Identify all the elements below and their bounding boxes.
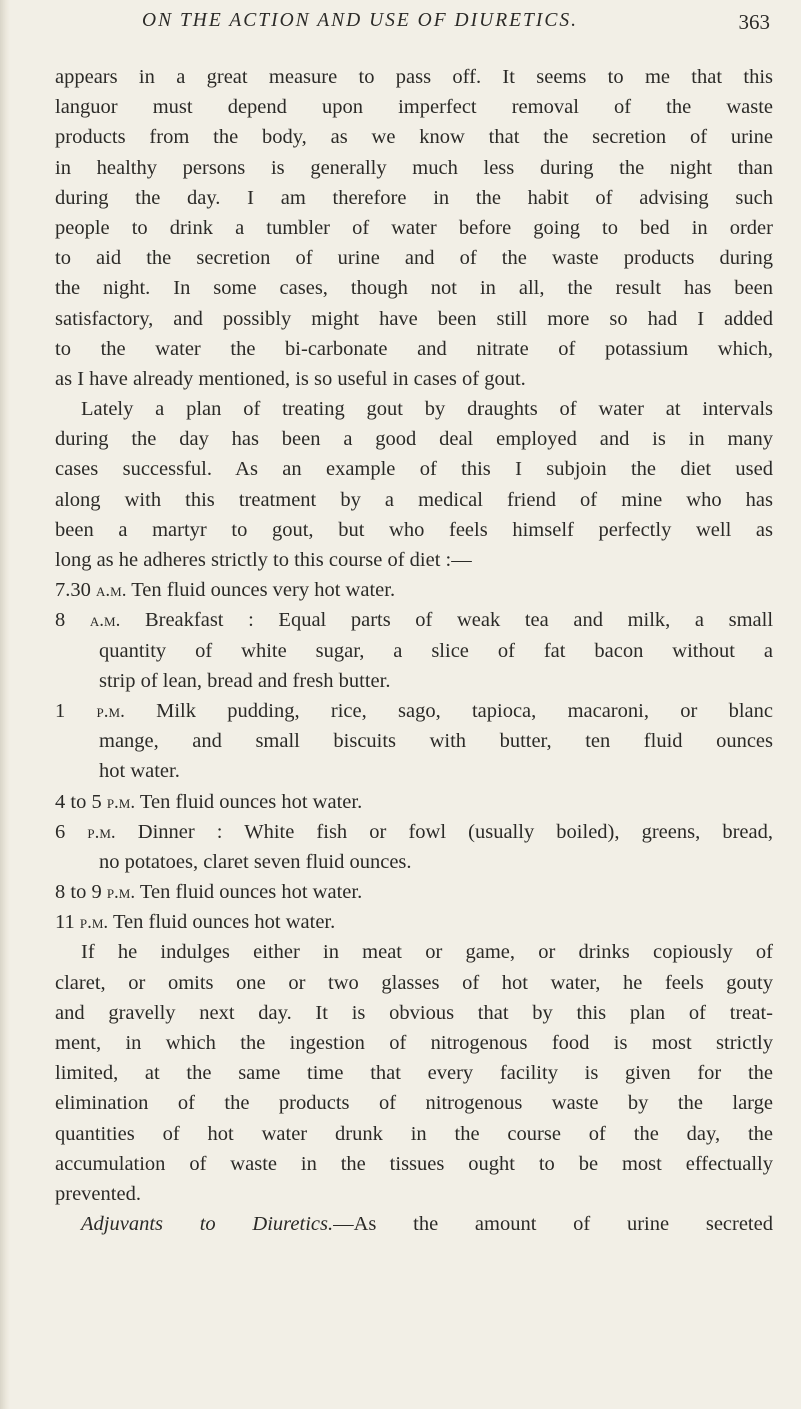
text-line: and gravelly next day. It is obvious that by this plan of treat- (55, 1001, 773, 1024)
diet-entry (55, 817, 773, 877)
diet-time-unit: p.m. (106, 791, 136, 813)
paragraph-3 (55, 937, 773, 1209)
text-line: elimination of the products of nitrogenous waste by the large (55, 1092, 773, 1115)
diet-schedule (55, 575, 773, 937)
diet-entry (55, 575, 773, 605)
diet-time-unit: p.m. (79, 912, 109, 934)
diet-entry (55, 787, 773, 817)
text-line: during the day. I am therefore in the habit of advising such (55, 186, 773, 209)
diet-time: 8 (55, 609, 66, 632)
diet-time: 11 (55, 911, 75, 934)
diet-text: Dinner : White fish or fowl (usually boiled), greens, bread, (137, 820, 773, 843)
page-body (55, 62, 773, 1239)
page-number: 363 (738, 10, 770, 34)
text-line: been a martyr to gout, but who feels himself perfectly well as (55, 518, 773, 541)
diet-time-unit: p.m. (106, 882, 136, 904)
diet-text: Milk pudding, rice, sago, tapioca, macaroni, or blanc (156, 699, 773, 722)
diet-text: Ten fluid ounces hot water. (139, 790, 363, 813)
diet-time: 7.30 (55, 579, 91, 602)
text-line: to aid the secretion of urine and of the waste products during (55, 247, 773, 270)
text-line: long as he adheres strictly to this course of diet :— (55, 549, 472, 571)
diet-entry (55, 605, 773, 696)
diet-text: hot water. (99, 760, 180, 783)
diet-text: Breakfast : Equal parts of weak tea and milk, a small (144, 609, 773, 632)
text-line: products from the body, as we know that the secretion of urine (55, 126, 773, 149)
text-line: —As the amount of urine secreted (333, 1213, 773, 1236)
diet-entry (55, 877, 773, 907)
diet-time: 1 (55, 699, 66, 722)
paragraph-1 (55, 62, 773, 394)
diet-time: 4 to 5 (55, 790, 102, 813)
text-line: claret, or omits one or two glasses of hot water, he feels gouty (55, 971, 773, 994)
page-header (110, 6, 770, 38)
diet-time-unit: p.m. (87, 821, 116, 843)
paragraph-4 (55, 1209, 773, 1239)
text-line: in healthy persons is generally much less during the night than (55, 156, 773, 179)
diet-entry (55, 907, 773, 937)
diet-time: 6 (55, 820, 66, 843)
page-left-edge-shadow (0, 0, 10, 1409)
text-line: limited, at the same time that every facility is given for the (55, 1062, 773, 1085)
text-line: people to drink a tumbler of water before going to bed in order (55, 216, 773, 239)
diet-entry (55, 696, 773, 787)
text-line: Lately a plan of treating gout by draughts of water at intervals (81, 398, 773, 421)
text-line: languor must depend upon imperfect removal of the waste (55, 96, 773, 119)
text-line: quantities of hot water drunk in the course of the day, the (55, 1122, 773, 1145)
text-line: during the day has been a good deal employed and is in many (55, 428, 773, 451)
text-line: appears in a great measure to pass off. It seems to me that this (55, 66, 773, 88)
diet-text: Ten fluid ounces very hot water. (131, 579, 396, 602)
text-line: cases successful. As an example of this I subjoin the diet used (55, 458, 773, 481)
text-line: If he indulges either in meat or game, or drinks copiously of (81, 941, 773, 964)
diet-time-unit: p.m. (96, 700, 125, 722)
text-line: as I have already mentioned, is so useful in cases of gout. (55, 367, 526, 390)
text-line: ment, in which the ingestion of nitrogenous food is most strictly (55, 1032, 773, 1054)
text-line: along with this treatment by a medical friend of mine who has (55, 488, 773, 511)
diet-text: Ten fluid ounces hot water. (112, 911, 336, 934)
diet-text: quantity of white sugar, a slice of fat bacon without a (99, 639, 773, 662)
diet-text: strip of lean, bread and fresh butter. (99, 669, 391, 692)
diet-time-unit: a.m. (89, 610, 121, 632)
text-line: prevented. (55, 1182, 141, 1205)
text-line: accumulation of waste in the tissues ought to be most effectually (55, 1152, 773, 1175)
section-heading: Adjuvants to Diuretics. (81, 1213, 334, 1236)
paragraph-2 (55, 394, 773, 575)
diet-text: Ten fluid ounces hot water. (139, 881, 363, 904)
diet-time: 8 to 9 (55, 881, 102, 904)
diet-time-unit: a.m. (96, 580, 127, 602)
text-line: satisfactory, and possibly might have been still more so had I added (55, 307, 773, 330)
text-line: to the water the bi-carbonate and nitrate of potassium which, (55, 337, 773, 360)
diet-text: mange, and small biscuits with butter, ten fluid ounces (99, 730, 773, 753)
text-line: the night. In some cases, though not in all, the result has been (55, 277, 773, 300)
running-title: ON THE ACTION AND USE OF DIURETICS. (142, 10, 579, 31)
diet-text: no potatoes, claret seven fluid ounces. (99, 850, 412, 873)
